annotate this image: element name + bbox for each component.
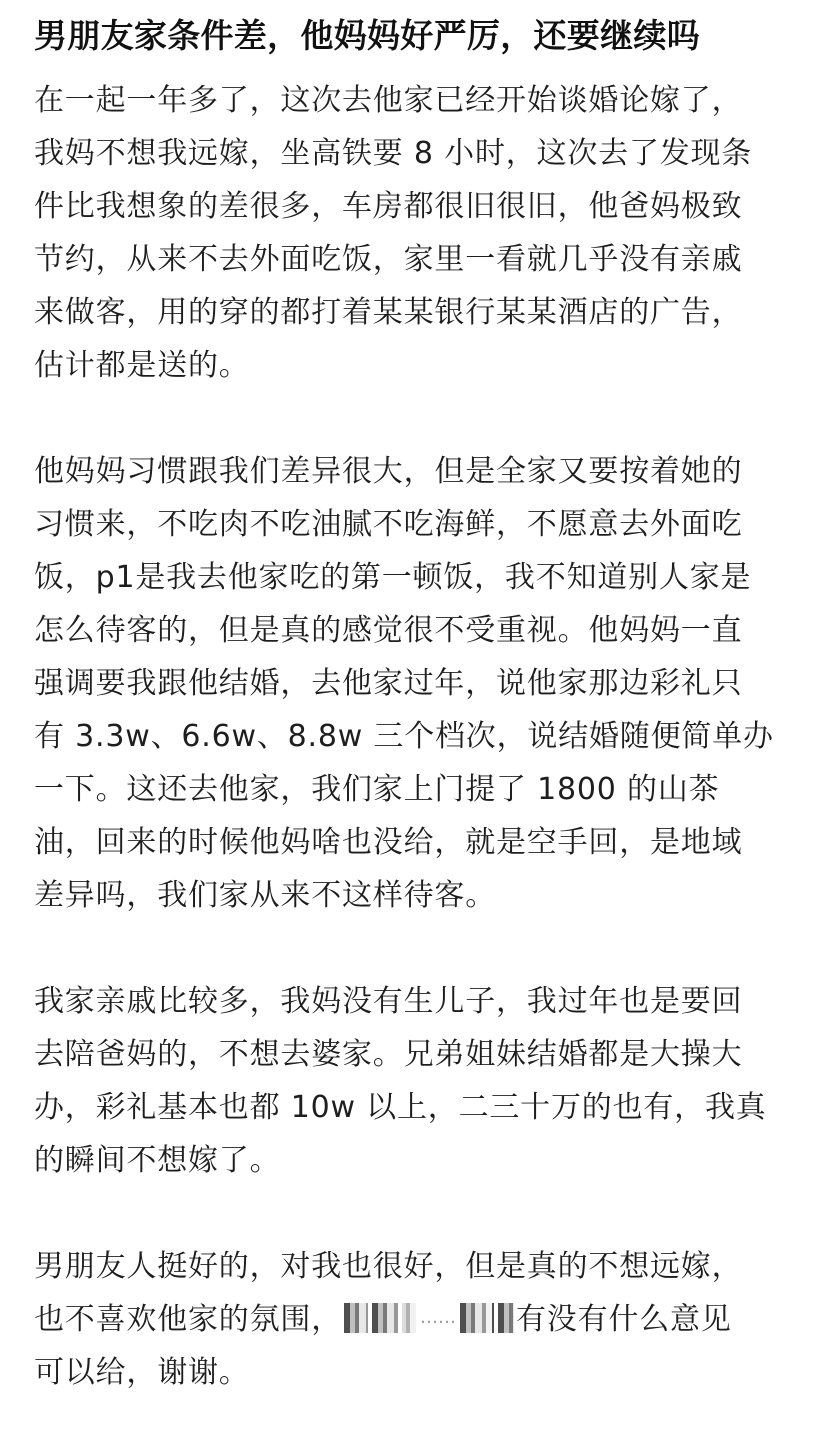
text-line: 男朋友人挺好的，对我也很好，但是真的不想远嫁， xyxy=(34,1249,743,1284)
text-line: 估计都是送的。 xyxy=(34,348,250,383)
paragraph-3 xyxy=(34,975,824,1187)
text-line: 他妈妈习惯跟我们差异很大，但是全家又要按着她的 xyxy=(34,454,743,489)
text-line: 有 3.3w、6.6w、8.8w 三个档次，说结婚随便简单办 xyxy=(34,719,774,754)
paragraph-2 xyxy=(34,445,824,922)
paragraph-4 xyxy=(34,1240,824,1399)
text-line: 件比我想象的差很多，车房都很旧很旧，他爸妈极致 xyxy=(34,189,743,224)
redaction-mosaic xyxy=(344,1303,368,1333)
text-line: 在一起一年多了，这次去他家已经开始谈婚论嫁了， xyxy=(34,83,743,118)
post-body xyxy=(34,74,824,1452)
redaction-mosaic xyxy=(498,1303,514,1333)
redacted-text-line xyxy=(34,1293,824,1346)
text-line: 油，回来的时候他妈啥也没给，就是空手回，是地域 xyxy=(34,825,743,860)
text-line: 节约，从来不去外面吃饭，家里一看就几乎没有亲戚 xyxy=(34,242,743,277)
text-line: 强调要我跟他结婚，去他家过年，说他家那边彩礼只 xyxy=(34,666,743,701)
text-line: 我家亲戚比较多，我妈没有生儿子，我过年也是要回 xyxy=(34,984,743,1019)
line-text-after-redaction: 有没有什么意见 xyxy=(516,1302,732,1337)
line-text-before-redaction: 也不喜欢他家的氛围， xyxy=(34,1302,342,1337)
text-line: 习惯来，不吃肉不吃油腻不吃海鲜，不愿意去外面吃 xyxy=(34,507,743,542)
text-line: 怎么待客的，但是真的感觉很不受重视。他妈妈一直 xyxy=(34,613,743,648)
redaction-mosaic xyxy=(402,1303,416,1333)
text-line: 饭，p1是我去他家吃的第一顿饭，我不知道别人家是 xyxy=(34,560,752,595)
text-line: 一下。这还去他家，我们家上门提了 1800 的山茶 xyxy=(34,772,720,807)
text-line: 来做客，用的穿的都打着某某银行某某酒店的广告， xyxy=(34,295,743,330)
text-line: 去陪爸妈的，不想去婆家。兄弟姐妹结婚都是大操大 xyxy=(34,1037,743,1072)
text-line: 差异吗，我们家从来不这样待客。 xyxy=(34,878,496,913)
ellipsis: …… xyxy=(420,1307,456,1328)
text-line: 的瞬间不想嫁了。 xyxy=(34,1143,281,1178)
text-line: 办，彩礼基本也都 10w 以上，二三十万的也有，我真 xyxy=(34,1090,767,1125)
redaction-mosaic xyxy=(460,1303,494,1333)
text-line: 我妈不想我远嫁，坐高铁要 8 小时，这次去了发现条 xyxy=(34,136,753,171)
text-line: 可以给，谢谢。 xyxy=(34,1355,250,1390)
redaction-mosaic xyxy=(372,1303,398,1333)
post-title: 男朋友家条件差，他妈妈好严厉，还要继续吗 xyxy=(34,16,700,55)
paragraph-1 xyxy=(34,74,824,392)
